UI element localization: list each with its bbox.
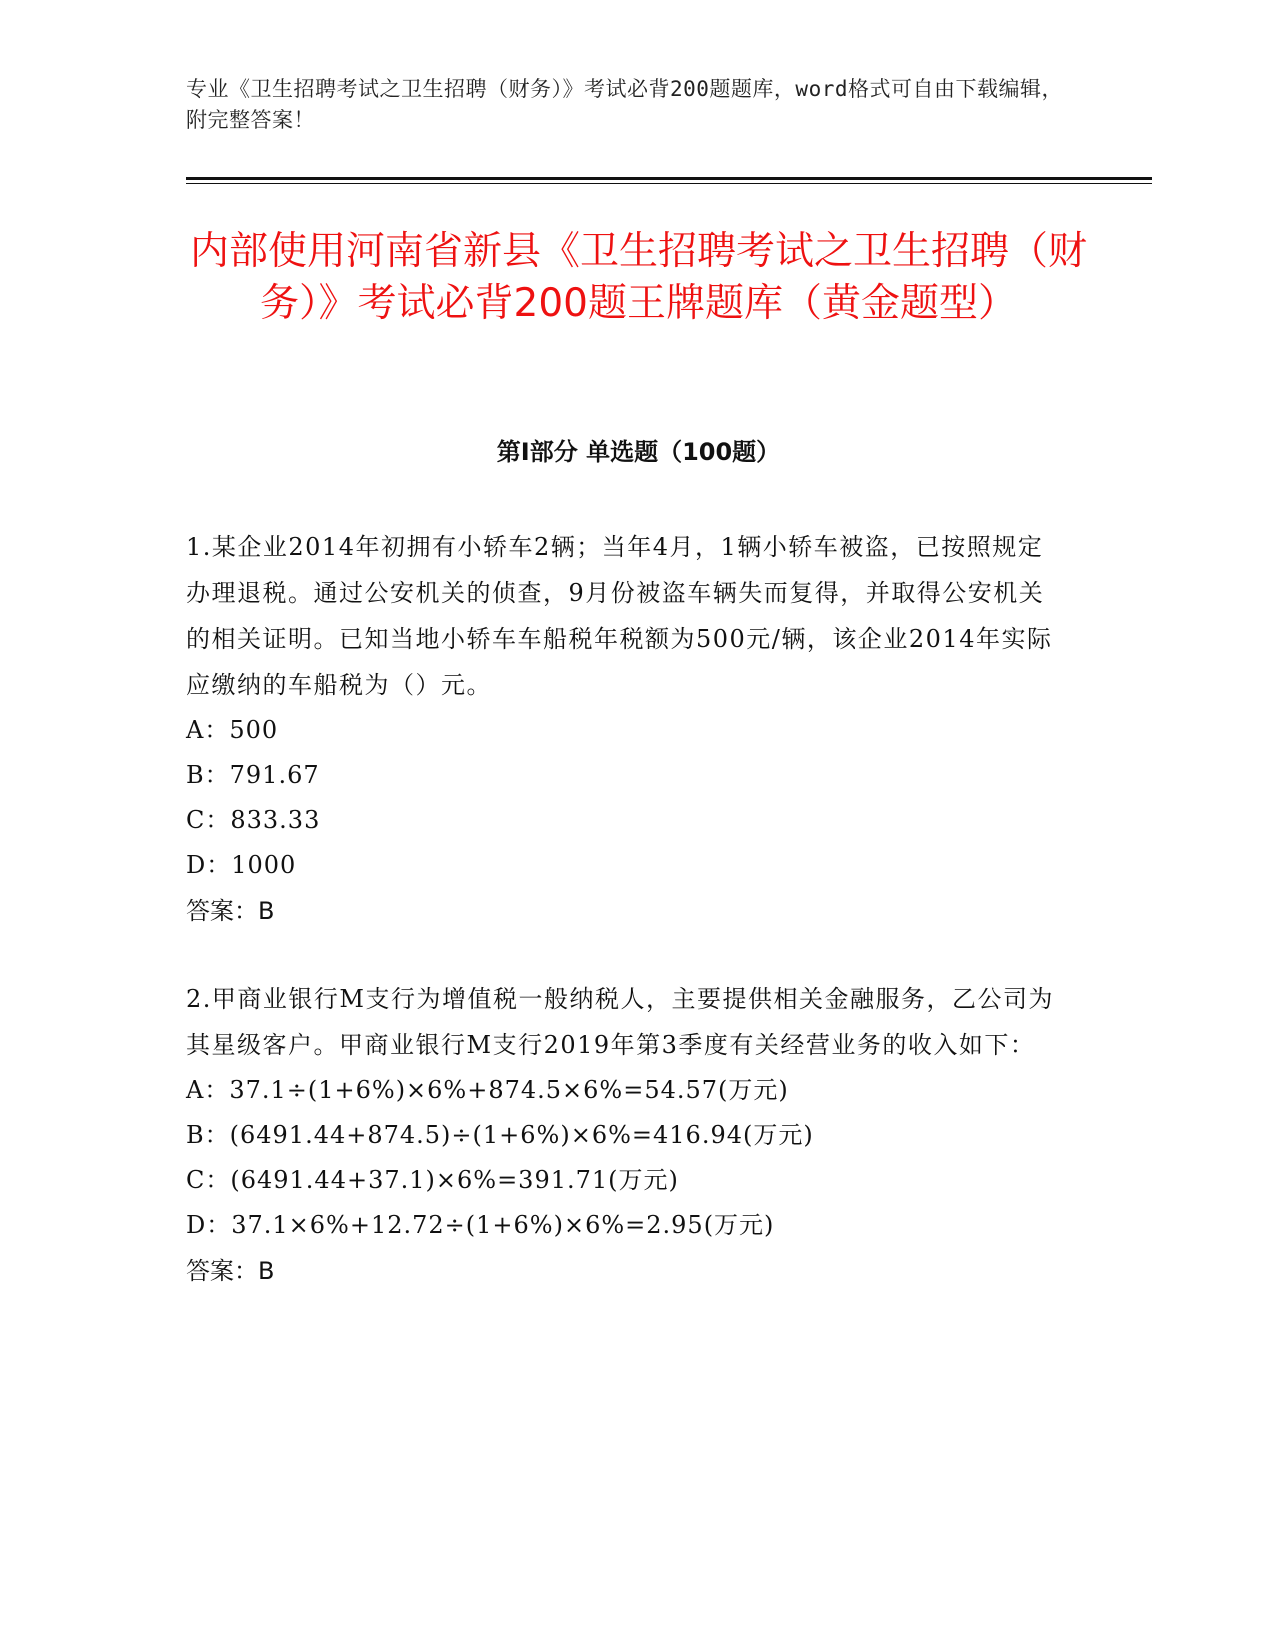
option-b: B：791.67 bbox=[186, 761, 320, 789]
question-2 bbox=[186, 976, 1066, 1294]
option-c: C：(6491.44+37.1)×6%=391.71(万元) bbox=[186, 1166, 679, 1194]
option-a: A：37.1÷(1+6%)×6%+874.5×6%=54.57(万元) bbox=[186, 1076, 789, 1104]
question-stem: 2.甲商业银行M支行为增值税一般纳税人，主要提供相关金融服务，乙公司为其星级客户。甲商业银行M支行2019年第3季度有关经营业务的收入如下： bbox=[186, 985, 1054, 1059]
option-a: A：500 bbox=[186, 716, 279, 744]
header-divider-thick bbox=[186, 177, 1152, 180]
section-heading: 第Ⅰ部分 单选题（100题） bbox=[496, 438, 781, 466]
answer-line: 答案：B bbox=[186, 1257, 275, 1285]
document-title: 内部使用河南省新县《卫生招聘考试之卫生招聘（财务）》考试必背200题王牌题库（黄金题型） bbox=[189, 229, 1087, 326]
option-b: B：(6491.44+874.5)÷(1+6%)×6%=416.94(万元) bbox=[186, 1121, 814, 1149]
option-d: D：1000 bbox=[186, 851, 297, 879]
question-1 bbox=[186, 524, 1066, 934]
header-divider-thin bbox=[186, 183, 1152, 184]
question-stem: 1.某企业2014年初拥有小轿车2辆；当年4月，1辆小轿车被盗，已按照规定办理退税。通过公安机关的侦查，9月份被盗车辆失而复得，并取得公安机关的相关证明。已知当地小轿车车船税年税额为500元/辆，该企业2014年实际应缴纳的车船税为（）元。 bbox=[186, 533, 1053, 699]
header-note: 专业《卫生招聘考试之卫生招聘（财务）》考试必背200题题库，word格式可自由下载编辑，附完整答案！ bbox=[186, 77, 1063, 132]
answer-line: 答案：B bbox=[186, 897, 275, 925]
option-c: C：833.33 bbox=[186, 806, 321, 834]
option-d: D：37.1×6%+12.72÷(1+6%)×6%=2.95(万元) bbox=[186, 1211, 775, 1239]
